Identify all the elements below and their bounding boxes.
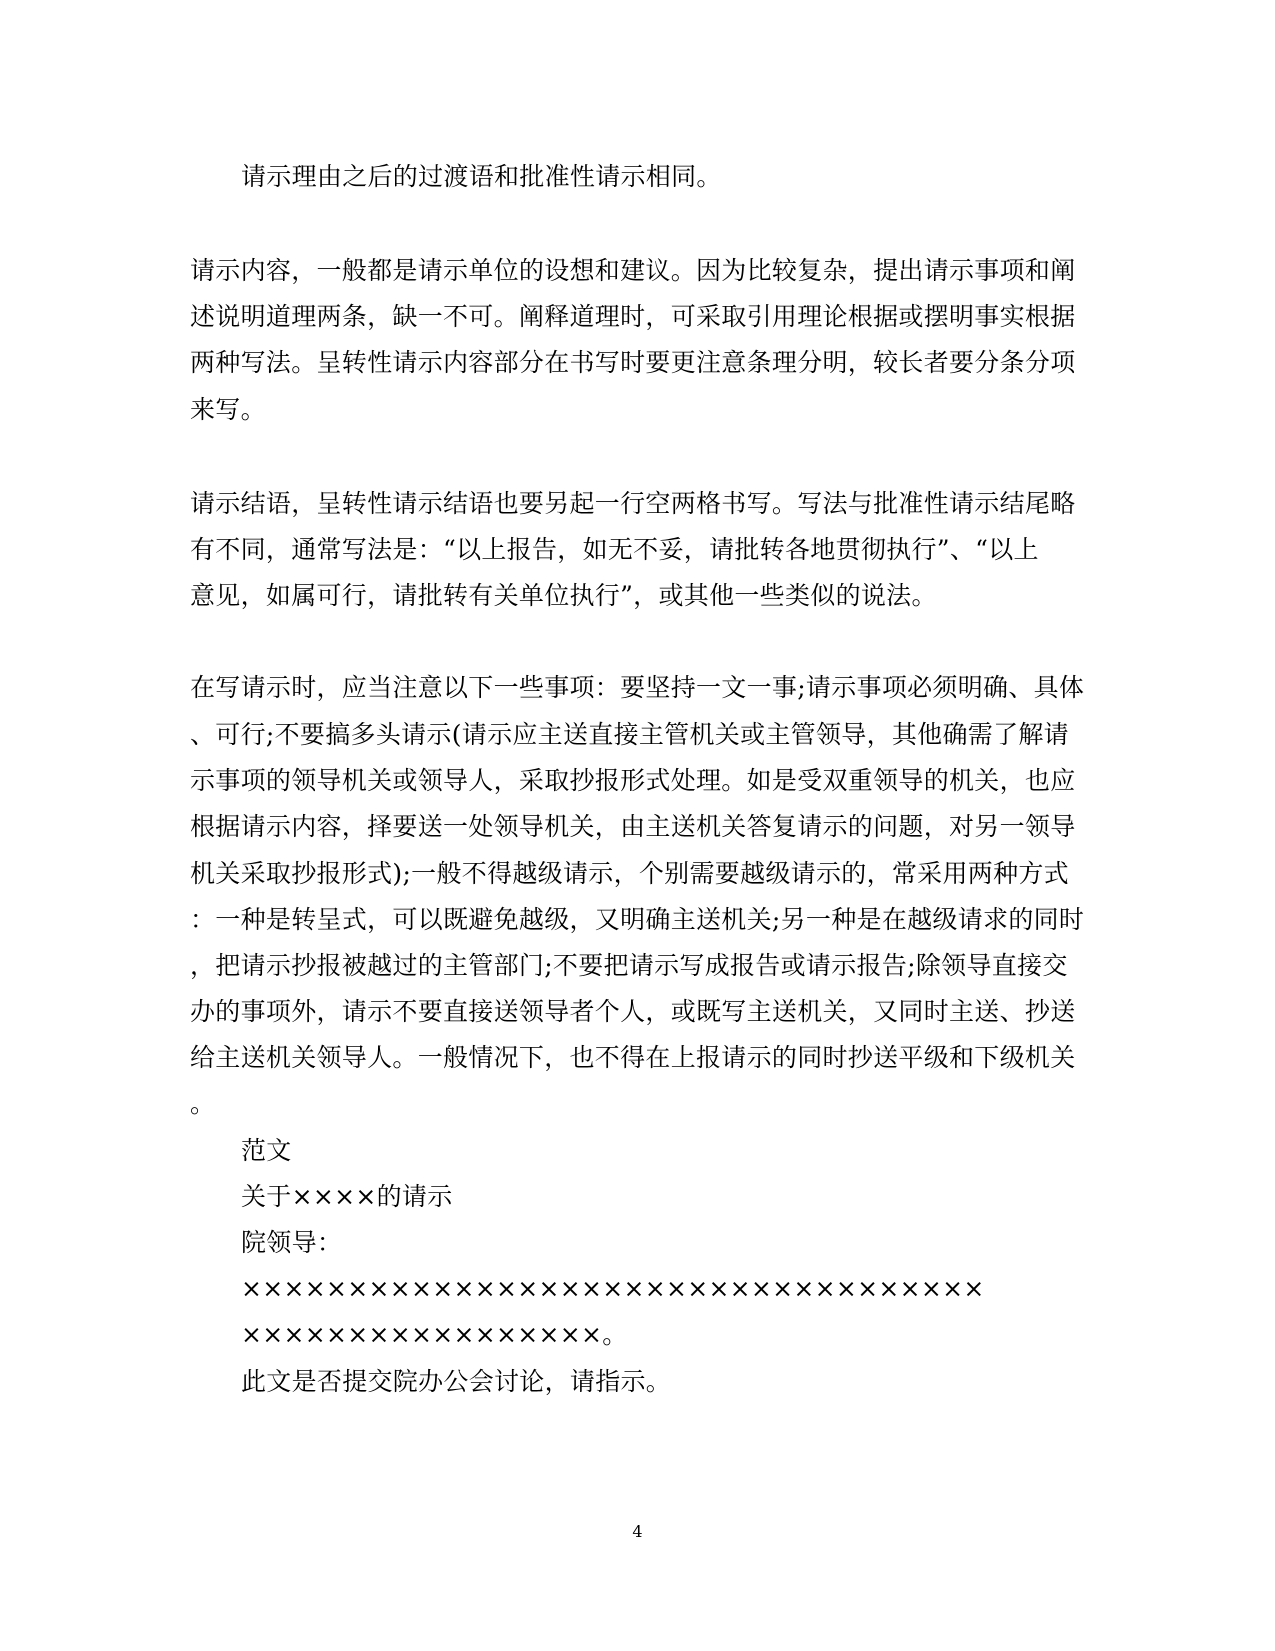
text-line: ，把请示抄报被越过的主管部门;不要把请示写成报告或请示报告;除领导直接交 (190, 951, 1068, 980)
sample-closing: 此文是否提交院办公会讨论，请指示。 (241, 1367, 672, 1396)
text-line: 有不同，通常写法是：“以上报告，如无不妥，请批转各地贯彻执行”、“以上 (190, 535, 1039, 564)
text-line: 、可行;不要搞多头请示(请示应主送直接主管机关或主管领导，其他确需了解请 (190, 720, 1069, 749)
text-line: 根据请示内容，择要送一处领导机关，由主送机关答复请示的问题，对另一领导 (190, 812, 1076, 841)
text-line: 办的事项外，请示不要直接送领导者个人，或既写主送机关，又同时主送、抄送 (190, 997, 1076, 1026)
text-line: 请示结语，呈转性请示结语也要另起一行空两格书写。写法与批准性请示结尾略 (190, 489, 1076, 518)
sample-body-line: ×××××××××××××××××。 (241, 1320, 628, 1349)
text-line: 示事项的领导机关或领导人，采取抄报形式处理。如是受双重领导的机关，也应 (190, 766, 1076, 795)
text-line: ：一种是转呈式，可以既避免越级，又明确主送机关;另一种是在越级请求的同时 (190, 905, 1085, 934)
sample-heading: 范文 (241, 1136, 292, 1165)
page-number: 4 (632, 1522, 643, 1541)
text-line: 两种写法。呈转性请示内容部分在书写时要更注意条理分明，较长者要分条分项 (190, 348, 1076, 377)
text-line: 述说明道理两条，缺一不可。阐释道理时，可采取引用理论根据或摆明事实根据 (190, 302, 1076, 331)
text-line: 意见，如属可行，请批转有关单位执行”，或其他一些类似的说法。 (190, 581, 937, 610)
text-line: 机关采取抄报形式);一般不得越级请示，个别需要越级请示的，常采用两种方式 (190, 859, 1069, 888)
sample-salutation: 院领导： (241, 1228, 343, 1257)
text-line: 在写请示时，应当注意以下一些事项：要坚持一文一事;请示事项必须明确、具体 (190, 673, 1085, 702)
sample-body-line: ××××××××××××××××××××××××××××××××××× (241, 1274, 985, 1303)
sample-title: 关于××××的请示 (241, 1182, 453, 1211)
text-line: 请示理由之后的过渡语和批准性请示相同。 (241, 162, 722, 191)
text-line: 来写。 (190, 395, 266, 424)
text-line: 请示内容，一般都是请示单位的设想和建议。因为比较复杂，提出请示事项和阐 (190, 256, 1076, 285)
text-line: 。 (190, 1089, 216, 1118)
text-line: 给主送机关领导人。一般情况下，也不得在上报请示的同时抄送平级和下级机关 (190, 1043, 1076, 1072)
